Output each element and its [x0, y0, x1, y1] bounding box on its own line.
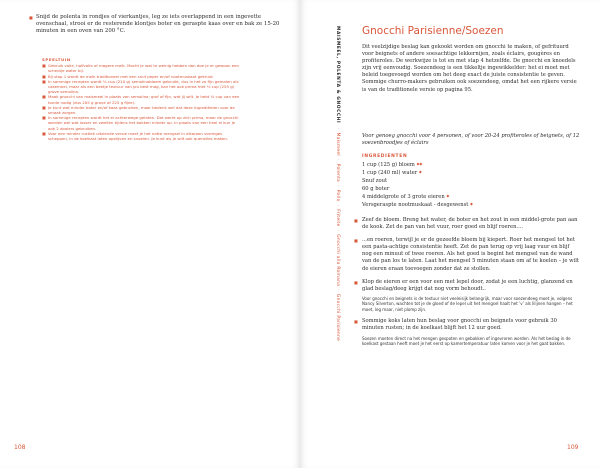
tips-heading: SPEELTUIN: [42, 57, 71, 62]
running-head-section: MAISMEEL, POLENTA & GNOCCHI: [335, 26, 340, 124]
tip-item: [42, 63, 242, 73]
recipe-title: Gnocchi Parisienne/Soezen: [362, 25, 504, 37]
recipe-step: [354, 278, 580, 313]
ingredient-item: [362, 185, 580, 193]
tip-text: Voor een minder rustiek uitziende versie moet je het natte mengsel in elkaroon vormiges scheppen, in de koelkast laten opstijven en snoeien. Je kunt als je wilt ook quenelles maken.: [48, 130, 229, 142]
tip-text: Gebruik volle, halfvolle of magere melk. Mocht je wat te weinig hebben dan doe je er gewoon een scheutje water bij.: [48, 63, 240, 74]
diamond-marker-icon: ◆: [446, 192, 450, 198]
diamond-marker-icon: ◆◆: [416, 161, 423, 166]
ingredient-text: Versgeraspte nootmuskaat - desgewenst: [362, 201, 469, 208]
ingredient-item: [362, 201, 580, 209]
step-text: ...en roeren, terwijl je er de gezeefde bloem bij kiepert. Roer het mengsel tot het een pasta-achtige consistentie heeft. Zet de pan terug op vrij laag vuur en blijf nog een minuut of twee roeren. Als het goed is begint het mengsel van de wand van de pan los te laten. Laat het mengsel 5 minuten staan om af te koelen – je wilt de eieren eraan toevoegen zonder dat ze stollen.: [362, 237, 579, 272]
running-head-item: Maismeel: [335, 132, 340, 156]
running-separator-icon: ·: [335, 127, 340, 130]
tip-text: In sommige recepten wordt ⅓ cup (210 g) semolinabloem gebruikt, dus in het zo fijn gemalen als cakemeel, maar als een beetje textuur van jou best mag, kan het ook prima met ⅓ cup (255 g) grove semolina.: [48, 78, 239, 95]
running-separator-icon: ·: [335, 289, 340, 291]
step-bullet-icon: ■: [354, 238, 358, 244]
ingredients-heading: INGREDIENTEN: [362, 154, 408, 159]
tip-text: Bij stap 1 wordt de melk traditioneel met een snuf peper en/of nootmuskaat gekruid.: [48, 73, 214, 79]
step-text: Zeef de bloem. Breng het water, de boter en het zout in een middel-grote pan aan de kook. Zet de pan van het vuur, roer goed en blijf roeren....: [362, 217, 578, 231]
tip-text: Je kunt wat minder boter en/of kaas gebruiken, maar bedenk wel dat deze ingrediënten voor de smaak zorgen.: [48, 104, 235, 116]
recipe-yield: Voor genoeg gnocchi voor 4 personen, of voor 20-24 profiteroles of beignets, of 12 soezenbroodjes of éclairs: [362, 133, 580, 147]
running-head-item: Polenta: [335, 163, 340, 183]
ingredient-text: 4 middelgrote of 3 grote eieren: [362, 193, 445, 200]
running-separator-icon: ·: [335, 158, 340, 161]
recipe-step: [354, 217, 580, 231]
tip-item: [42, 79, 242, 95]
running-separator-icon: ·: [335, 229, 340, 232]
ingredient-item: [362, 177, 580, 185]
step-bullet-icon: ■: [354, 319, 358, 325]
running-head-item: Gnocchi alla Romana: [335, 234, 340, 287]
step-text: Sommige koks laten hun beslag voor gnocchi en beignets voor gebruik 30 minuten rusten; in de koelkast blijft het 12 uur goed.: [362, 318, 557, 332]
tip-text: Maak gnocchi van maismeel in plaats van semolina; grof of fijn, wat jij wilt. Je hebt ⅓ cup van een tonde nodig (dus 205 g grove of 225 g fijne).: [48, 94, 240, 105]
tip-bullet-icon: ■: [42, 104, 46, 110]
tip-item: [42, 94, 242, 104]
step-bullet-icon: ■: [354, 279, 358, 285]
step-bullet-icon: ■: [29, 15, 33, 20]
tip-bullet-icon: ■: [42, 73, 46, 79]
running-separator-icon: ·: [335, 185, 340, 187]
tip-item: [42, 131, 242, 141]
tip-bullet-icon: ■: [42, 130, 46, 136]
left-step: [29, 14, 286, 35]
recipe-intro: Dit veelzijdige beslag kan gekookt worden om gnocchi te maken, of gefrituurd voor beignets of andere soesachtige lekkernijen, zoals éclairs, gougères en profiteroles. De werkwijze is tot en met stap 4 hetzelfde. De gnocchi en knoedels zijn vrij eenvoudig. Soezendeeg is een tikkeltje ingewikkelder: het ei moet met beleid toegevoegd worden om het deeg exact de juiste consistentie te geven. Sommige churro-makers gebruiken ook soezendeeg, omdat het een rijkere versie is van de traditionele versie op pagina 95.: [362, 44, 577, 93]
running-head: [335, 26, 340, 341]
tip-item: [42, 105, 242, 115]
page-number-left: 108: [14, 444, 26, 451]
tip-item: [42, 115, 242, 131]
ingredient-text: 60 g boter: [362, 185, 390, 192]
step-note: Voor gnocchi en beignets is de textuur niet veeleisijk belangrijk, maar voor soezendeeg moet je, volgens Nancy Silverton, wachten tot je de gloed of de lepel uit het mengsel haalt het ‘v’ als lilijnen hangen – het moet, leg maar, niet plomp zijn.: [362, 295, 573, 312]
ingredient-text: 1 cup (240 ml) water: [362, 169, 418, 176]
step-text: Klop de eieren er een voor een met lepel door, zodat je een luchtig, glanzend en glad beslag/deeg krijgt dat nog vorm behoudt..: [362, 278, 573, 292]
running-head-item: Gnocchi Parisienne: [335, 293, 340, 342]
page-number-right: 109: [567, 444, 579, 451]
tips-list: [42, 63, 242, 141]
steps-list: [354, 217, 580, 353]
tip-bullet-icon: ■: [42, 63, 46, 69]
ingredient-item: [362, 193, 580, 201]
ingredient-item: [362, 169, 580, 177]
running-separator-icon: ·: [335, 204, 340, 207]
running-head-item: Fritelle: [335, 209, 340, 227]
recipe-step: [354, 237, 580, 272]
running-head-item: Pollo: [335, 189, 340, 202]
recipe-step: [354, 318, 580, 347]
tip-text: In sommige recepten wordt het ei achterwege gelaten. Dat werkt op zich prima, maar de gnocchi worden wel wat losser en zwellen tijdens het bakken minder op. In plaats van een heel ei kun je ook 2 dooiers gebruiken.: [48, 115, 239, 131]
diamond-marker-icon: ◆: [470, 200, 473, 206]
left-step-text: Snijd de polenta in rondjes of vierkantjes, leg ze iets overlappend in een ingevette ovenschaal, strooi er de resterende klontjes boter en geraspte kaas over en bak ze 15-20 minuten in een oven van 200 °C.: [36, 14, 280, 34]
tip-bullet-icon: ■: [42, 115, 46, 121]
step-bullet-icon: ■: [354, 218, 358, 223]
ingredient-item: [362, 161, 580, 169]
running-head-items: [335, 125, 340, 341]
tip-bullet-icon: ■: [42, 78, 46, 84]
step-note: Soezen moeten direct na het mengen gespoten en gebakken of ingevroren worden. Als het beslag in de koelkast gestaan heeft moet je het eerst op kamertemperatuur laten komen voor je het gaat bakken.: [362, 335, 571, 347]
ingredients-list: [362, 161, 580, 208]
diamond-marker-icon: ◆: [418, 168, 422, 174]
ingredient-text: 1 cup (125 g) bloem: [362, 162, 415, 168]
tips-box: [42, 57, 242, 141]
ingredient-text: Snuf zout: [362, 177, 388, 184]
tip-bullet-icon: ■: [42, 94, 46, 100]
